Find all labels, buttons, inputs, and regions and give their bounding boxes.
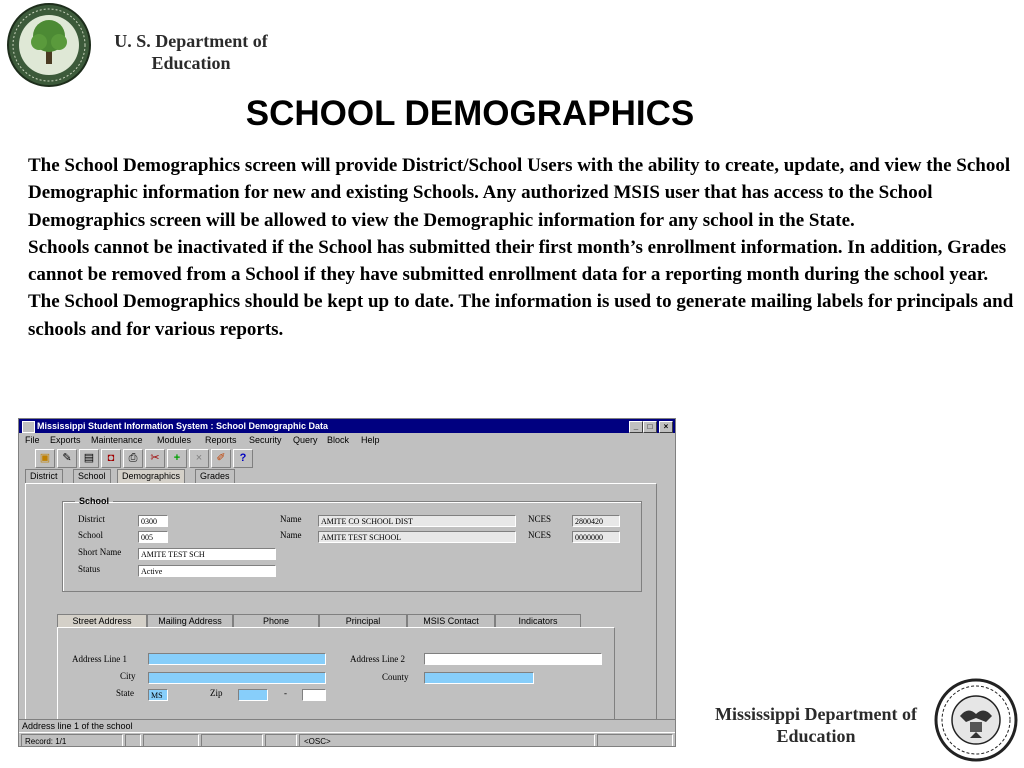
tools-icon[interactable]: ✐	[211, 449, 231, 468]
menu-reports[interactable]: Reports	[205, 435, 237, 445]
tab-indicators[interactable]: Indicators	[495, 614, 581, 628]
mississippi-seal	[934, 678, 1018, 762]
tab-street-address[interactable]: Street Address	[57, 614, 147, 628]
short-name-field[interactable]: AMITE TEST SCH	[138, 548, 276, 560]
menu-bar	[19, 434, 675, 447]
record-seg-3	[143, 734, 199, 747]
ms-department-title	[700, 703, 932, 747]
district-field[interactable]: 0300	[138, 515, 168, 527]
city-field[interactable]	[148, 672, 326, 684]
tab-msis-contact[interactable]: MSIS Contact	[407, 614, 495, 628]
menu-query[interactable]: Query	[293, 435, 318, 445]
us-department-line2: Education	[151, 53, 231, 73]
tab-phone[interactable]: Phone	[233, 614, 319, 628]
minimize-icon[interactable]: _	[629, 421, 643, 433]
school-nces-field[interactable]: 0000000	[572, 531, 620, 543]
body-text	[28, 152, 1018, 343]
osc-indicator: <OSC>	[304, 737, 331, 746]
status-label: Status	[78, 564, 101, 574]
help-icon[interactable]: ?	[233, 449, 253, 468]
window-title: Mississippi Student Information System : School Demographic Data	[37, 421, 329, 431]
ms-department-line1: Mississippi Department of	[715, 704, 917, 724]
street-address-panel	[57, 627, 615, 729]
school-nces-label: NCES	[528, 530, 552, 540]
paragraph-3: The School Demographics should be kept up to date. The information is used to generate mailing labels for principals and schools and for various reports.	[28, 291, 1014, 340]
county-field[interactable]	[424, 672, 534, 684]
zip-separator: -	[284, 688, 287, 698]
toolbar	[23, 449, 283, 469]
us-department-title	[96, 30, 286, 74]
school-field[interactable]: 005	[138, 531, 168, 543]
school-group-legend: School	[79, 496, 110, 506]
district-nces-field[interactable]: 2800420	[572, 515, 620, 527]
address-line1-label: Address Line 1	[72, 654, 127, 664]
us-department-of-education-seal	[6, 2, 92, 88]
ms-department-line2: Education	[776, 726, 856, 746]
menu-file[interactable]: File	[25, 435, 40, 445]
app-icon	[22, 421, 35, 433]
district-nces-label: NCES	[528, 514, 552, 524]
record-seg-2	[125, 734, 141, 747]
status-field[interactable]: Active	[138, 565, 276, 577]
menu-modules[interactable]: Modules	[157, 435, 192, 445]
delete-record-icon[interactable]: ✂	[145, 449, 165, 468]
menu-exports[interactable]: Exports	[50, 435, 81, 445]
tab-demographics[interactable]: Demographics	[117, 469, 185, 484]
school-label: School	[78, 530, 104, 540]
tab-district[interactable]: District	[25, 469, 63, 483]
window-titlebar	[19, 419, 675, 433]
tab-grades[interactable]: Grades	[195, 469, 235, 483]
close-icon[interactable]: ×	[659, 421, 673, 433]
record-count: Record: 1/1	[25, 737, 67, 746]
tab-school[interactable]: School	[73, 469, 111, 483]
address-line2-label: Address Line 2	[350, 654, 405, 664]
paragraph-2: Schools cannot be inactivated if the School has submitted their first month’s enrollment information. In addition, Grades cannot be removed from a School if they have submitted enrollment data for a reporting month during the school year.	[28, 236, 1007, 286]
edit-icon[interactable]: ✎	[57, 449, 77, 468]
status-message: Address line 1 of the school	[22, 721, 133, 731]
msis-window	[18, 418, 676, 747]
school-name-field[interactable]: AMITE TEST SCHOOL	[318, 531, 516, 543]
remove-icon[interactable]: ×	[189, 449, 209, 468]
tab-mailing-address[interactable]: Mailing Address	[147, 614, 233, 628]
zip4-field[interactable]	[302, 689, 326, 701]
maximize-icon[interactable]: □	[643, 421, 657, 433]
county-label: County	[382, 672, 409, 682]
osc-box	[299, 734, 595, 747]
record-count-box	[21, 734, 123, 747]
record-seg-7	[597, 734, 673, 747]
page-title: SCHOOL DEMOGRAPHICS	[245, 94, 695, 133]
district-name-field[interactable]: AMITE CO SCHOOL DIST	[318, 515, 516, 527]
school-name-label: Name	[280, 530, 302, 540]
state-label: State	[116, 688, 134, 698]
save-icon[interactable]: ▣	[35, 449, 55, 468]
print-icon[interactable]: ⎙	[123, 449, 143, 468]
city-label: City	[120, 671, 136, 681]
zip-field[interactable]	[238, 689, 268, 701]
paragraph-1: The School Demographics screen will provide District/School Users with the ability to create, update, and view the School Demographic information for new and existing Schools. Any authorized MSIS user that has access to the School Demographics screen will be allowed to view the Demographic information for any school in the State.	[28, 155, 1011, 231]
state-field[interactable]: MS	[148, 689, 168, 701]
address-line1-field[interactable]	[148, 653, 326, 665]
list-icon[interactable]: ▤	[79, 449, 99, 468]
district-label: District	[78, 514, 105, 524]
record-icon[interactable]: ◘	[101, 449, 121, 468]
menu-security[interactable]: Security	[249, 435, 282, 445]
short-name-label: Short Name	[78, 547, 122, 557]
menu-maintenance[interactable]: Maintenance	[91, 435, 143, 445]
status-bar	[19, 719, 675, 732]
menu-block[interactable]: Block	[327, 435, 350, 445]
tab-principal[interactable]: Principal	[319, 614, 407, 628]
record-bar	[19, 732, 675, 746]
menu-help[interactable]: Help	[361, 435, 380, 445]
us-department-line1: U. S. Department of	[114, 31, 268, 51]
record-seg-5	[265, 734, 297, 747]
record-seg-4	[201, 734, 263, 747]
zip-label: Zip	[210, 688, 223, 698]
district-name-label: Name	[280, 514, 302, 524]
insert-icon[interactable]: +	[167, 449, 187, 468]
address-line2-field[interactable]	[424, 653, 602, 665]
